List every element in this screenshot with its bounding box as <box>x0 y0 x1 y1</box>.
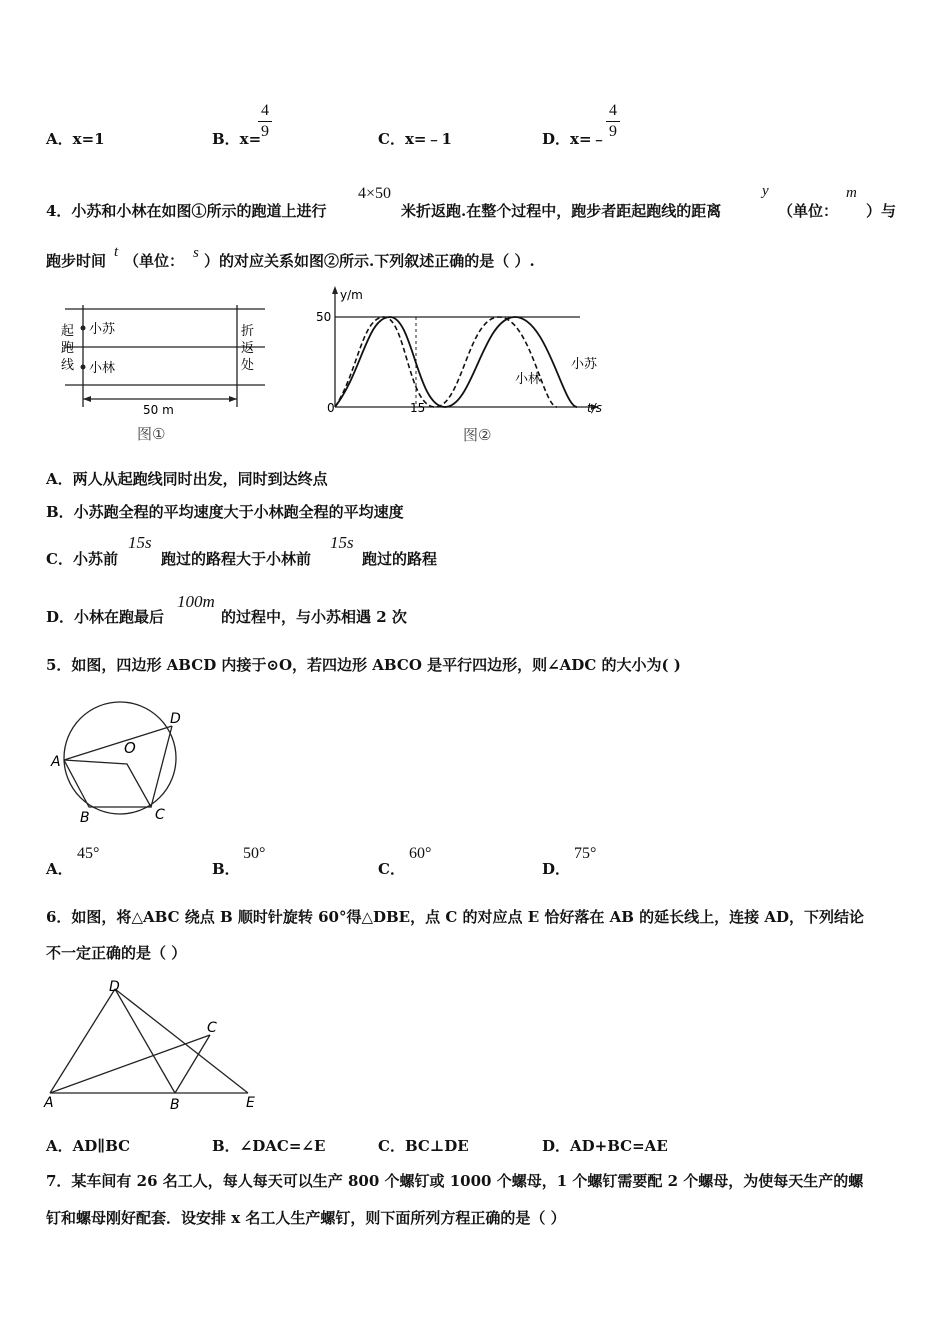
fig2-x-tick-15: 15 <box>410 401 426 415</box>
q5-point-a: A <box>51 754 61 770</box>
fig1-turn-char-2: 返 <box>241 341 255 356</box>
q6-point-c: C <box>207 1020 217 1036</box>
q4-var-m: m <box>846 185 857 201</box>
q4-var-s: s <box>193 245 199 261</box>
q4-option-d-part2: 的过程中，与小苏相遇 2 次 <box>221 608 407 626</box>
q5-point-b: B <box>80 810 90 826</box>
q5-option-a: A． <box>46 860 73 878</box>
q6-option-a: A．AD∥BC <box>46 1137 131 1155</box>
q4-figure-graph <box>315 282 615 448</box>
q5-point-d: D <box>170 711 181 727</box>
fraction-numerator: 4 <box>261 102 269 119</box>
q5-option-c: C． <box>378 860 405 878</box>
q4-option-d-part1: D．小林在跑最后 <box>46 608 165 626</box>
q5-option-b-value: 50° <box>243 845 266 862</box>
q3-option-b-fraction <box>258 102 272 141</box>
q5-stem: 5．如图，四边形 ABCD 内接于⊙O，若四边形 ABCO 是平行四边形，则∠ADC 的大小为( ) <box>46 656 681 674</box>
q4-stem-line2-part1: 跑步时间 <box>46 252 107 270</box>
fig1-start-char-2: 跑 <box>61 341 75 356</box>
q4-track-expression: 4×50 <box>358 185 392 202</box>
fig1-runner-su: 小苏 <box>89 322 116 337</box>
q6-figure-triangles <box>40 975 265 1115</box>
q4-unit-label-a: （单位： <box>778 202 839 220</box>
q5-figure-circle <box>45 700 195 828</box>
q6-option-c: C．BC⊥DE <box>378 1137 469 1155</box>
q4-option-b: B．小苏跑全程的平均速度大于小林跑全程的平均速度 <box>46 503 404 521</box>
fig1-runner-lin: 小林 <box>89 361 116 376</box>
q6-point-a: A <box>44 1095 54 1111</box>
q6-stem-line1: 6．如图，将△ABC 绕点 B 顺时针旋转 60°得△DBE，点 C 的对应点 E 恰好落在 AB 的延长线上，连接 AD，下列结论 <box>46 908 864 926</box>
fraction-denominator: 9 <box>609 123 617 140</box>
fraction-bar <box>258 121 272 122</box>
q5-option-c-value: 60° <box>409 845 432 862</box>
fraction-numerator: 4 <box>609 102 617 119</box>
q5-option-d: D． <box>542 860 571 878</box>
q3-option-c: C．x=﹣1 <box>378 130 452 148</box>
fig2-y-axis-label: y/m <box>340 288 363 302</box>
fig2-label-lin: 小林 <box>515 372 542 387</box>
q4-option-c-part1: C．小苏前 <box>46 550 118 568</box>
q6-option-b: B．∠DAC=∠E <box>212 1137 326 1155</box>
fig2-origin: 0 <box>327 401 335 415</box>
q4-var-y: y <box>762 183 769 199</box>
q4-stem-line1-part1: 4．小苏和小林在如图①所示的跑道上进行 <box>46 202 327 220</box>
q3-option-d: D．x=﹣ <box>542 130 607 148</box>
q4-option-c-part2: 跑过的路程大于小林前 <box>161 550 312 568</box>
fig2-x-axis-label: t/s <box>587 401 602 415</box>
q4-unit-label-b: （单位： <box>124 252 185 270</box>
q6-stem-line2: 不一定正确的是（ ） <box>46 944 187 962</box>
fig2-label-su: 小苏 <box>571 357 598 372</box>
fig2-caption: 图② <box>463 426 492 444</box>
q5-point-o: O <box>124 739 136 757</box>
q4-option-d-expr: 100m <box>177 592 215 611</box>
q4-var-t: t <box>114 244 119 260</box>
q3-option-a: A．x=1 <box>46 130 105 148</box>
q6-point-e: E <box>246 1095 255 1111</box>
q3-option-d-fraction <box>606 102 620 141</box>
fraction-bar <box>606 121 620 122</box>
fig1-start-char-1: 起 <box>61 324 75 339</box>
q4-stem-line2-part2: ）的对应关系如图②所示.下列叙述正确的是（ ）. <box>204 252 535 270</box>
q7-stem-line2: 钉和螺母刚好配套．设安排 x 名工人生产螺钉，则下面所列方程正确的是（ ） <box>46 1209 566 1227</box>
fig2-y-tick-50: 50 <box>316 310 332 324</box>
q4-option-c-expr1: 15s <box>128 533 152 552</box>
q5-option-b: B． <box>212 860 240 878</box>
q5-option-d-value: 75° <box>574 845 597 862</box>
q6-point-d: D <box>109 979 120 995</box>
fig1-turn-char-3: 处 <box>241 358 255 373</box>
q3-option-b: B．x= <box>212 130 262 148</box>
fig1-start-char-3: 线 <box>61 358 75 373</box>
q6-option-d: D．AD+BC=AE <box>542 1137 668 1155</box>
q5-option-a-value: 45° <box>77 845 100 862</box>
q4-option-c-part3: 跑过的路程 <box>362 550 438 568</box>
q6-point-b: B <box>170 1097 180 1113</box>
q4-figure-track <box>55 295 280 445</box>
fig1-turn-char-1: 折 <box>241 324 255 339</box>
q7-stem-line1: 7．某车间有 26 名工人，每人每天可以生产 800 个螺钉或 1000 个螺母，1 个螺钉需要配 2 个螺母，为使每天生产的螺 <box>46 1172 864 1190</box>
q5-point-c: C <box>155 807 165 823</box>
q4-option-a: A．两人从起跑线同时出发，同时到达终点 <box>46 470 328 488</box>
fig1-distance-label: 50 m <box>143 403 174 417</box>
q4-stem-line1-part2: 米折返跑.在整个过程中，跑步者距起跑线的距离 <box>401 202 722 220</box>
q4-stem-line1-part3: ）与 <box>866 202 897 220</box>
fig1-caption: 图① <box>137 425 166 443</box>
q4-option-c-expr2: 15s <box>330 533 354 552</box>
fraction-denominator: 9 <box>261 123 269 140</box>
